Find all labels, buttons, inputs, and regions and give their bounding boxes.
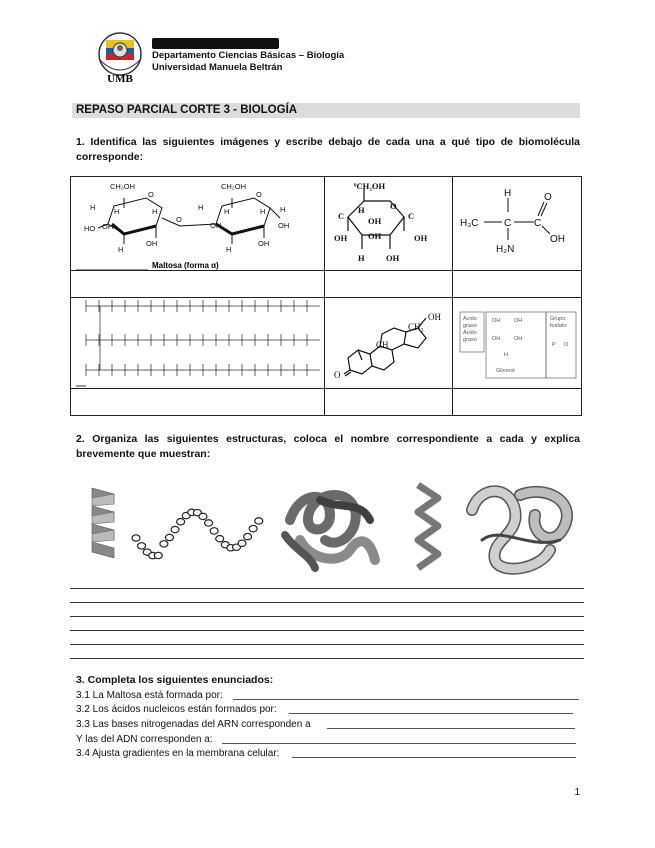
aa-o: O: [544, 192, 552, 203]
department-name: Departamento Ciencias Básicas – Biología: [152, 50, 345, 61]
beta-sheet-image: [88, 480, 118, 570]
label-p: P: [552, 342, 556, 348]
label-o-bridge: O: [176, 215, 182, 224]
maltose-caption: Maltosa (forma α): [152, 261, 219, 270]
label-h-5: H: [198, 203, 204, 212]
aa-h2n: H₂N: [496, 244, 515, 255]
amino-acid-bead: [205, 520, 213, 526]
primary-structure-image: [128, 495, 268, 565]
label-h-3: H: [152, 207, 158, 216]
label-acido-2: Ácido: [463, 330, 477, 336]
label-h-4: H: [118, 245, 124, 254]
answer-line-6[interactable]: [70, 658, 584, 659]
amino-acid-bead: [244, 533, 252, 539]
amino-acid-bead: [238, 540, 246, 546]
amino-acid-bead: [177, 519, 185, 525]
question-2-text: 2. Organiza las siguientes estructuras, coloca el nombre correspondiente a cada y explica brevemente que muestran:: [76, 433, 580, 460]
alpha-helix-image: [408, 480, 448, 575]
ring-h-a: H: [358, 205, 365, 215]
amino-acid-bead: [199, 513, 207, 519]
label-grupo: Grupo: [550, 316, 566, 322]
steroid-oh: OH: [428, 312, 441, 322]
label-acido-1: Ácido: [463, 316, 477, 322]
label-ch2oh-2: CH₂OH: [221, 182, 246, 191]
umb-logo: [90, 30, 150, 86]
blank-3-1[interactable]: [233, 699, 579, 700]
blank-3-4[interactable]: [292, 757, 576, 758]
redacted-text-bar: [152, 38, 279, 49]
ring-c1: C: [408, 211, 415, 221]
amino-acid-bead: [216, 535, 224, 541]
steroid-ch3-a: CH₃: [408, 322, 424, 332]
label-oh-2: OH: [146, 239, 158, 248]
label-oh-3: OH: [210, 221, 222, 230]
biomolecule-table: [70, 176, 582, 416]
label-oh-p1: OH: [492, 318, 501, 324]
label-h-p: H: [504, 352, 508, 358]
label-h-9: H: [280, 205, 286, 214]
aa-c-carboxyl: C: [534, 218, 542, 229]
label-oh-p2: OH: [514, 318, 523, 324]
answer-line-3[interactable]: [70, 616, 584, 617]
ring-oh-b: OH: [334, 233, 348, 243]
ring-oh-c: OH: [414, 233, 428, 243]
amino-acid-bead: [165, 534, 173, 540]
logo-text: UMB: [107, 73, 133, 85]
label-ch2oh-1: CH₂OH: [110, 182, 135, 191]
tertiary-structure-image: [270, 480, 388, 575]
label-graso-1: graso: [463, 323, 477, 329]
ring-oh-a: OH: [368, 216, 382, 226]
statement-3-4: 3.4 Ajusta gradientes en la membrana celular:: [76, 748, 280, 759]
label-o-p: O: [564, 342, 569, 348]
label-oh-5: OH: [278, 221, 290, 230]
label-oh-p4: OH: [514, 336, 523, 342]
label-fosfato: fosfato: [550, 323, 567, 329]
label-h-8: H: [226, 245, 232, 254]
label-h-1: H: [90, 203, 96, 212]
answer-line-5[interactable]: [70, 644, 584, 645]
answer-line-2[interactable]: [70, 602, 584, 603]
ring-oh-e: OH: [386, 253, 400, 263]
logo-seal: [99, 33, 141, 75]
question-3-heading: 3. Completa los siguientes enunciados:: [76, 674, 274, 686]
label-oh-1: OH: [102, 222, 114, 231]
label-o-1: O: [148, 190, 154, 199]
amino-acid-bead: [138, 543, 146, 549]
glycerol-phosphate-diagram: [456, 306, 580, 384]
glucose-ring-structure: [328, 179, 450, 269]
university-name: Universidad Manuela Beltrán: [152, 62, 283, 73]
amino-acid-bead: [160, 541, 168, 547]
steroid-ch: CH: [376, 340, 389, 350]
label-oh-p3: OH: [492, 336, 501, 342]
label-glicerol: Glicerol: [496, 368, 515, 374]
label-graso-2: graso: [463, 337, 477, 343]
amino-acid-structure: [456, 184, 580, 264]
amino-acid-bead: [154, 552, 162, 558]
label-6ch2oh: ⁶CH₂OH: [354, 181, 386, 191]
page-number: 1: [574, 787, 580, 798]
aa-h3c: H₃C: [460, 218, 479, 229]
aa-oh: OH: [550, 234, 565, 245]
amino-acid-bead: [210, 528, 218, 534]
ring-h-b: H: [358, 253, 365, 263]
steroid-structure: [328, 300, 450, 388]
blank-3-3b[interactable]: [222, 743, 576, 744]
blank-3-3[interactable]: [327, 728, 575, 729]
lipid-structure: [76, 300, 322, 388]
label-h-2: H: [114, 207, 120, 216]
statement-3-2: 3.2 Los ácidos nucleicos están formados por:: [76, 704, 277, 715]
question-1-text: 1. Identifica las siguientes imágenes y escribe debajo de cada una a qué tipo de biomolécula corresponde:: [76, 136, 580, 163]
label-h-7: H: [260, 207, 266, 216]
quaternary-structure-image: [460, 480, 585, 575]
label-o-2: O: [256, 190, 262, 199]
amino-acid-bead: [255, 518, 263, 524]
amino-acid-bead: [132, 535, 140, 541]
amino-acid-bead: [249, 525, 257, 531]
ring-o: O: [390, 201, 397, 211]
answer-line-1[interactable]: [70, 588, 584, 589]
statement-3-1: 3.1 La Maltosa está formada por:: [76, 690, 223, 701]
ring-oh-d: OH: [368, 231, 382, 241]
aa-h: H: [504, 188, 512, 199]
label-h-6: H: [224, 207, 230, 216]
answer-line-4[interactable]: [70, 630, 584, 631]
label-ho-1: HO: [84, 224, 96, 233]
amino-acid-bead: [171, 526, 179, 532]
aa-c-alpha: C: [504, 218, 512, 229]
steroid-o: O: [334, 370, 341, 380]
maltose-structure: [76, 178, 322, 270]
statement-3-3: 3.3 Las bases nitrogenadas del ARN corresponden a: [76, 719, 311, 730]
blank-3-2[interactable]: [289, 713, 573, 714]
page-title: REPASO PARCIAL CORTE 3 - BIOLOGÍA: [76, 104, 298, 116]
ring-c4: C: [338, 211, 345, 221]
statement-3-3b: Y las del ADN corresponden a:: [76, 734, 213, 745]
label-oh-4: OH: [258, 239, 270, 248]
